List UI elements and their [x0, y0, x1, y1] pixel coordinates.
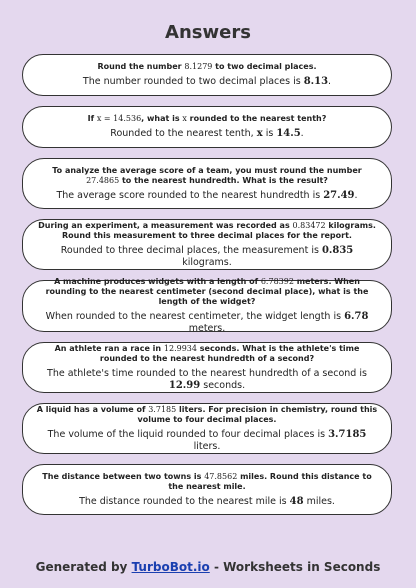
answer-text: When rounded to the nearest centimeter, the widget length is 6.78 meters. — [45, 311, 369, 334]
question-text: A machine produces widgets with a length of 6.78392 meters. When rounding to the nearest centimeter (second decimal place), what is the length of the widget? — [45, 277, 369, 306]
answer-card — [22, 106, 392, 148]
answer-card — [22, 54, 392, 96]
answer-card — [22, 403, 392, 454]
footer-prefix: Generated by — [35, 560, 132, 574]
question-text: An athlete ran a race in 12.9934 seconds. What is the athlete's time rounded to the nearest hundredth of a second? — [54, 343, 360, 363]
footer — [0, 560, 416, 574]
answer-text: Rounded to the nearest tenth, x is 14.5. — [110, 128, 304, 139]
question-text: The distance between two towns is 47.8562 miles. Round this distance to the nearest mile. — [42, 471, 372, 491]
question-text: A liquid has a volume of 3.7185 liters. For precision in chemistry, round this volume to four decimal places. — [36, 404, 378, 424]
answer-card — [22, 219, 392, 270]
turbobot-link[interactable]: TurboBot.io — [131, 560, 210, 574]
question-text: During an experiment, a measurement was recorded as 0.83472 kilograms. Round this measurement to three decimal places for the report. — [38, 220, 376, 240]
answer-card — [22, 277, 392, 334]
question-text: If x = 14.536, what is x rounded to the nearest tenth? — [87, 114, 327, 123]
question-text: To analyze the average score of a team, you must round the number 27.4865 to the nearest hundredth. What is the result? — [52, 165, 362, 185]
footer-suffix: - Worksheets in Seconds — [209, 560, 381, 574]
answer-text: The average score rounded to the nearest hundredth is 27.49. — [56, 189, 358, 201]
answer-text: The volume of the liquid rounded to four decimal places is 3.7185 liters. — [47, 428, 367, 452]
answer-text: The athlete's time rounded to the nearest hundredth of a second is 12.99 seconds. — [47, 367, 367, 391]
answer-text: The number rounded to two decimal places is 8.13. — [82, 76, 332, 87]
answer-text: Rounded to three decimal places, the measurement is 0.835 kilograms. — [60, 244, 354, 268]
answer-card — [22, 342, 392, 393]
page-title: Answers — [165, 22, 251, 43]
answer-card — [22, 158, 392, 209]
answer-text: The distance rounded to the nearest mile is 48 miles. — [79, 495, 335, 507]
answer-cards — [22, 54, 392, 525]
question-text: Round the number 8.1279 to two decimal places. — [97, 62, 317, 71]
answer-card — [22, 464, 392, 515]
